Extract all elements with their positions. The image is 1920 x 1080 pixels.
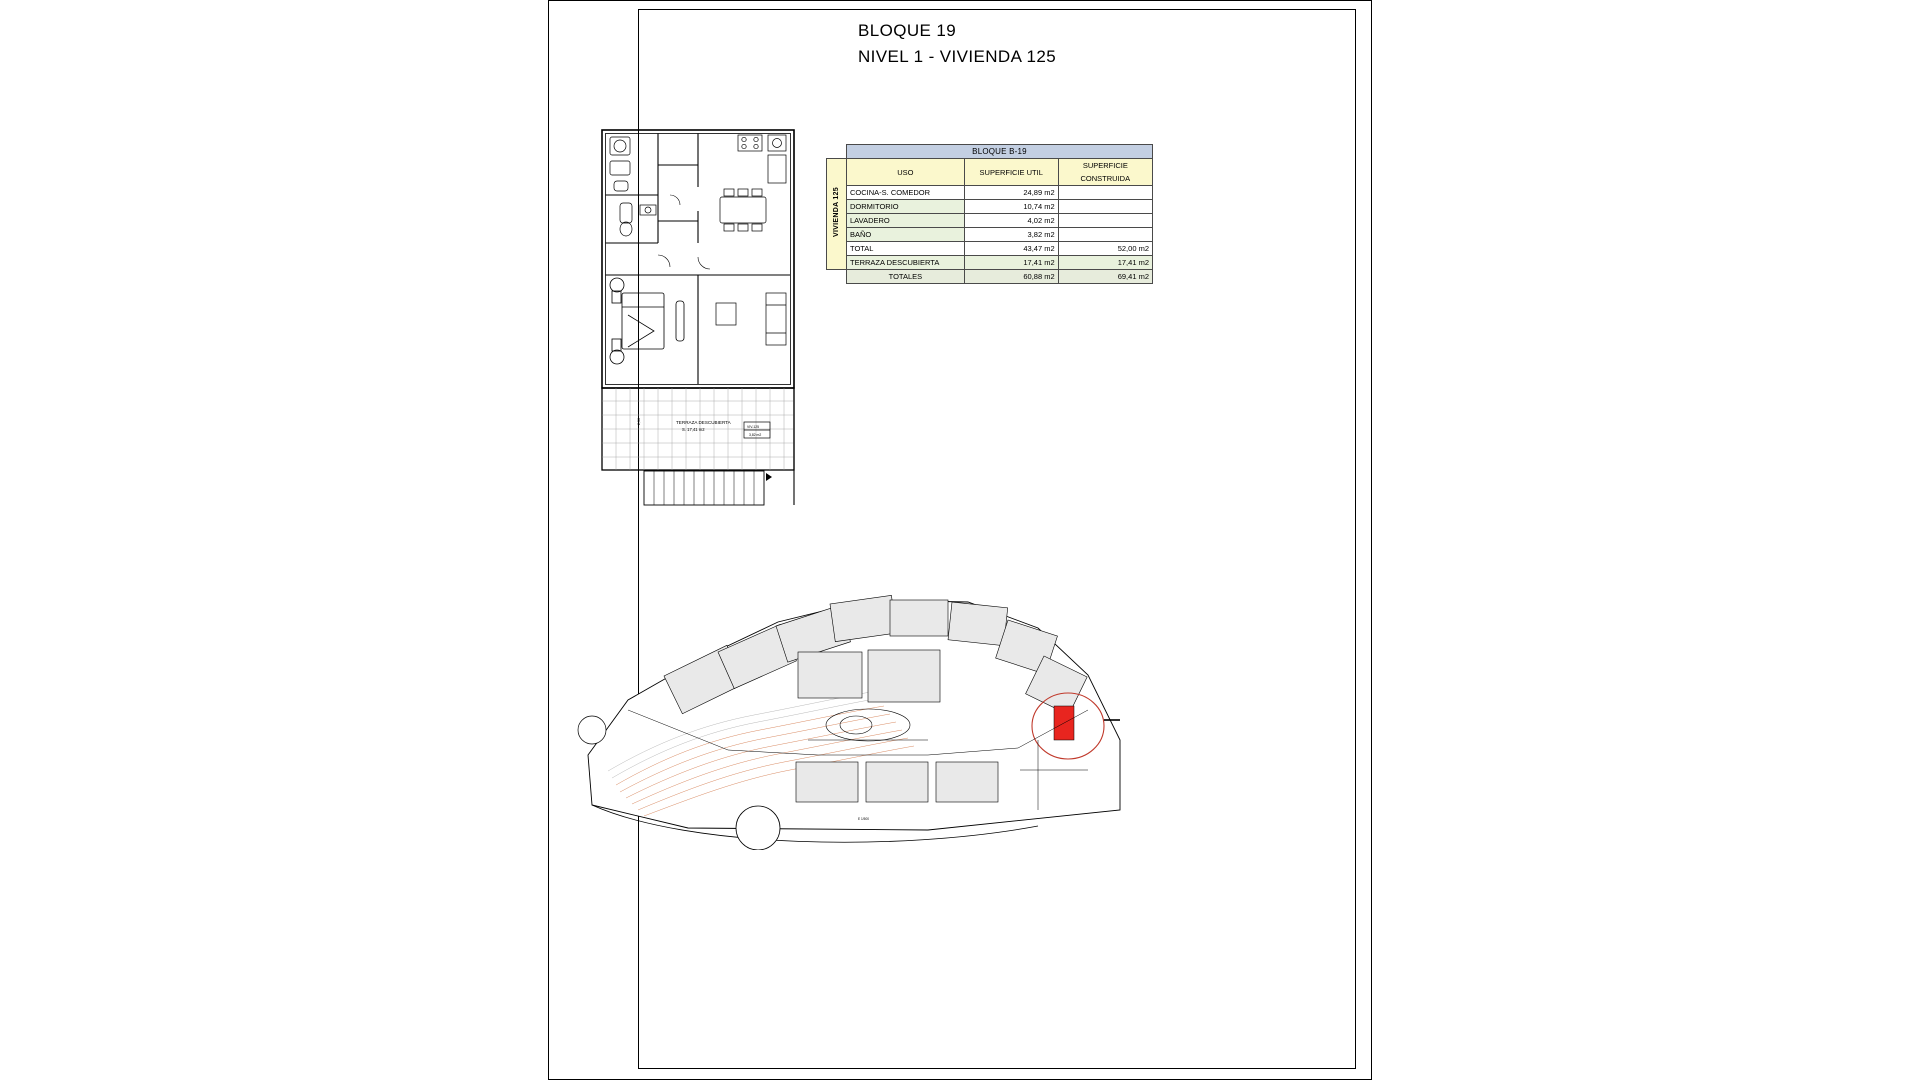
row-uso: COCINA-S. COMEDOR bbox=[847, 186, 965, 200]
row-construida bbox=[1058, 228, 1152, 242]
terrace-label-line2: S. 17,41 m2 bbox=[682, 427, 705, 432]
small-box-line1: VIV-125 bbox=[747, 425, 760, 429]
title-line-2: NIVEL 1 - VIVIENDA 125 bbox=[858, 47, 1057, 66]
col-header-construida-line2: CONSTRUIDA bbox=[1080, 174, 1131, 183]
total-construida: 52,00 m2 bbox=[1058, 242, 1152, 256]
terrace-construida: 17,41 m2 bbox=[1058, 256, 1152, 270]
row-uso: DORMITORIO bbox=[847, 200, 965, 214]
table-row bbox=[827, 186, 1153, 200]
col-header-superficie-construida bbox=[1058, 159, 1152, 186]
site-plan-drawing bbox=[568, 580, 1128, 850]
row-construida bbox=[1058, 186, 1152, 200]
totales-label: TOTALES bbox=[847, 270, 965, 284]
title-block bbox=[858, 18, 1118, 70]
table-row-total bbox=[827, 242, 1153, 256]
row-uso: BAÑO bbox=[847, 228, 965, 242]
col-header-construida-line1: SUPERFICIE bbox=[1082, 161, 1128, 170]
table-row bbox=[827, 214, 1153, 228]
total-label: TOTAL bbox=[847, 242, 965, 256]
row-construida bbox=[1058, 214, 1152, 228]
totales-construida: 69,41 m2 bbox=[1058, 270, 1152, 284]
vivienda-side-label bbox=[827, 159, 847, 270]
drawing-sheet bbox=[548, 0, 1372, 1080]
row-util: 3,82 m2 bbox=[964, 228, 1058, 242]
table-row-column-headers bbox=[827, 159, 1153, 186]
scale-note: E 1/500 bbox=[858, 817, 869, 821]
vivienda-side-label-text: VIVIENDA 125 bbox=[833, 186, 840, 238]
spacer-cell-bottom bbox=[827, 270, 847, 284]
table-row-block-header bbox=[827, 145, 1153, 159]
table-row-totales bbox=[827, 270, 1153, 284]
terrace-util: 17,41 m2 bbox=[964, 256, 1058, 270]
col-header-superficie-util: SUPERFICIE UTIL bbox=[964, 159, 1058, 186]
terrace-label-line1: TERRAZA DESCUBIERTA bbox=[676, 420, 731, 425]
col-header-uso: USO bbox=[847, 159, 965, 186]
floor-plan-drawing bbox=[598, 125, 798, 515]
row-construida bbox=[1058, 200, 1152, 214]
row-util: 4,02 m2 bbox=[964, 214, 1058, 228]
row-util: 10,74 m2 bbox=[964, 200, 1058, 214]
area-schedule-table bbox=[826, 144, 1153, 284]
table-row bbox=[827, 200, 1153, 214]
table-row bbox=[827, 228, 1153, 242]
terrace-label: TERRAZA DESCUBIERTA bbox=[847, 256, 965, 270]
row-util: 24,89 m2 bbox=[964, 186, 1058, 200]
total-util: 43,47 m2 bbox=[964, 242, 1058, 256]
block-header-cell: BLOQUE B-19 bbox=[847, 145, 1153, 159]
small-box-line2: 3,82 m2 bbox=[749, 433, 762, 437]
terrace-dimension: 2,36 bbox=[637, 418, 641, 425]
spacer-cell bbox=[827, 145, 847, 159]
table-row-terrace bbox=[827, 256, 1153, 270]
row-uso: LAVADERO bbox=[847, 214, 965, 228]
title-line-1: BLOQUE 19 bbox=[858, 21, 957, 40]
totales-util: 60,88 m2 bbox=[964, 270, 1058, 284]
